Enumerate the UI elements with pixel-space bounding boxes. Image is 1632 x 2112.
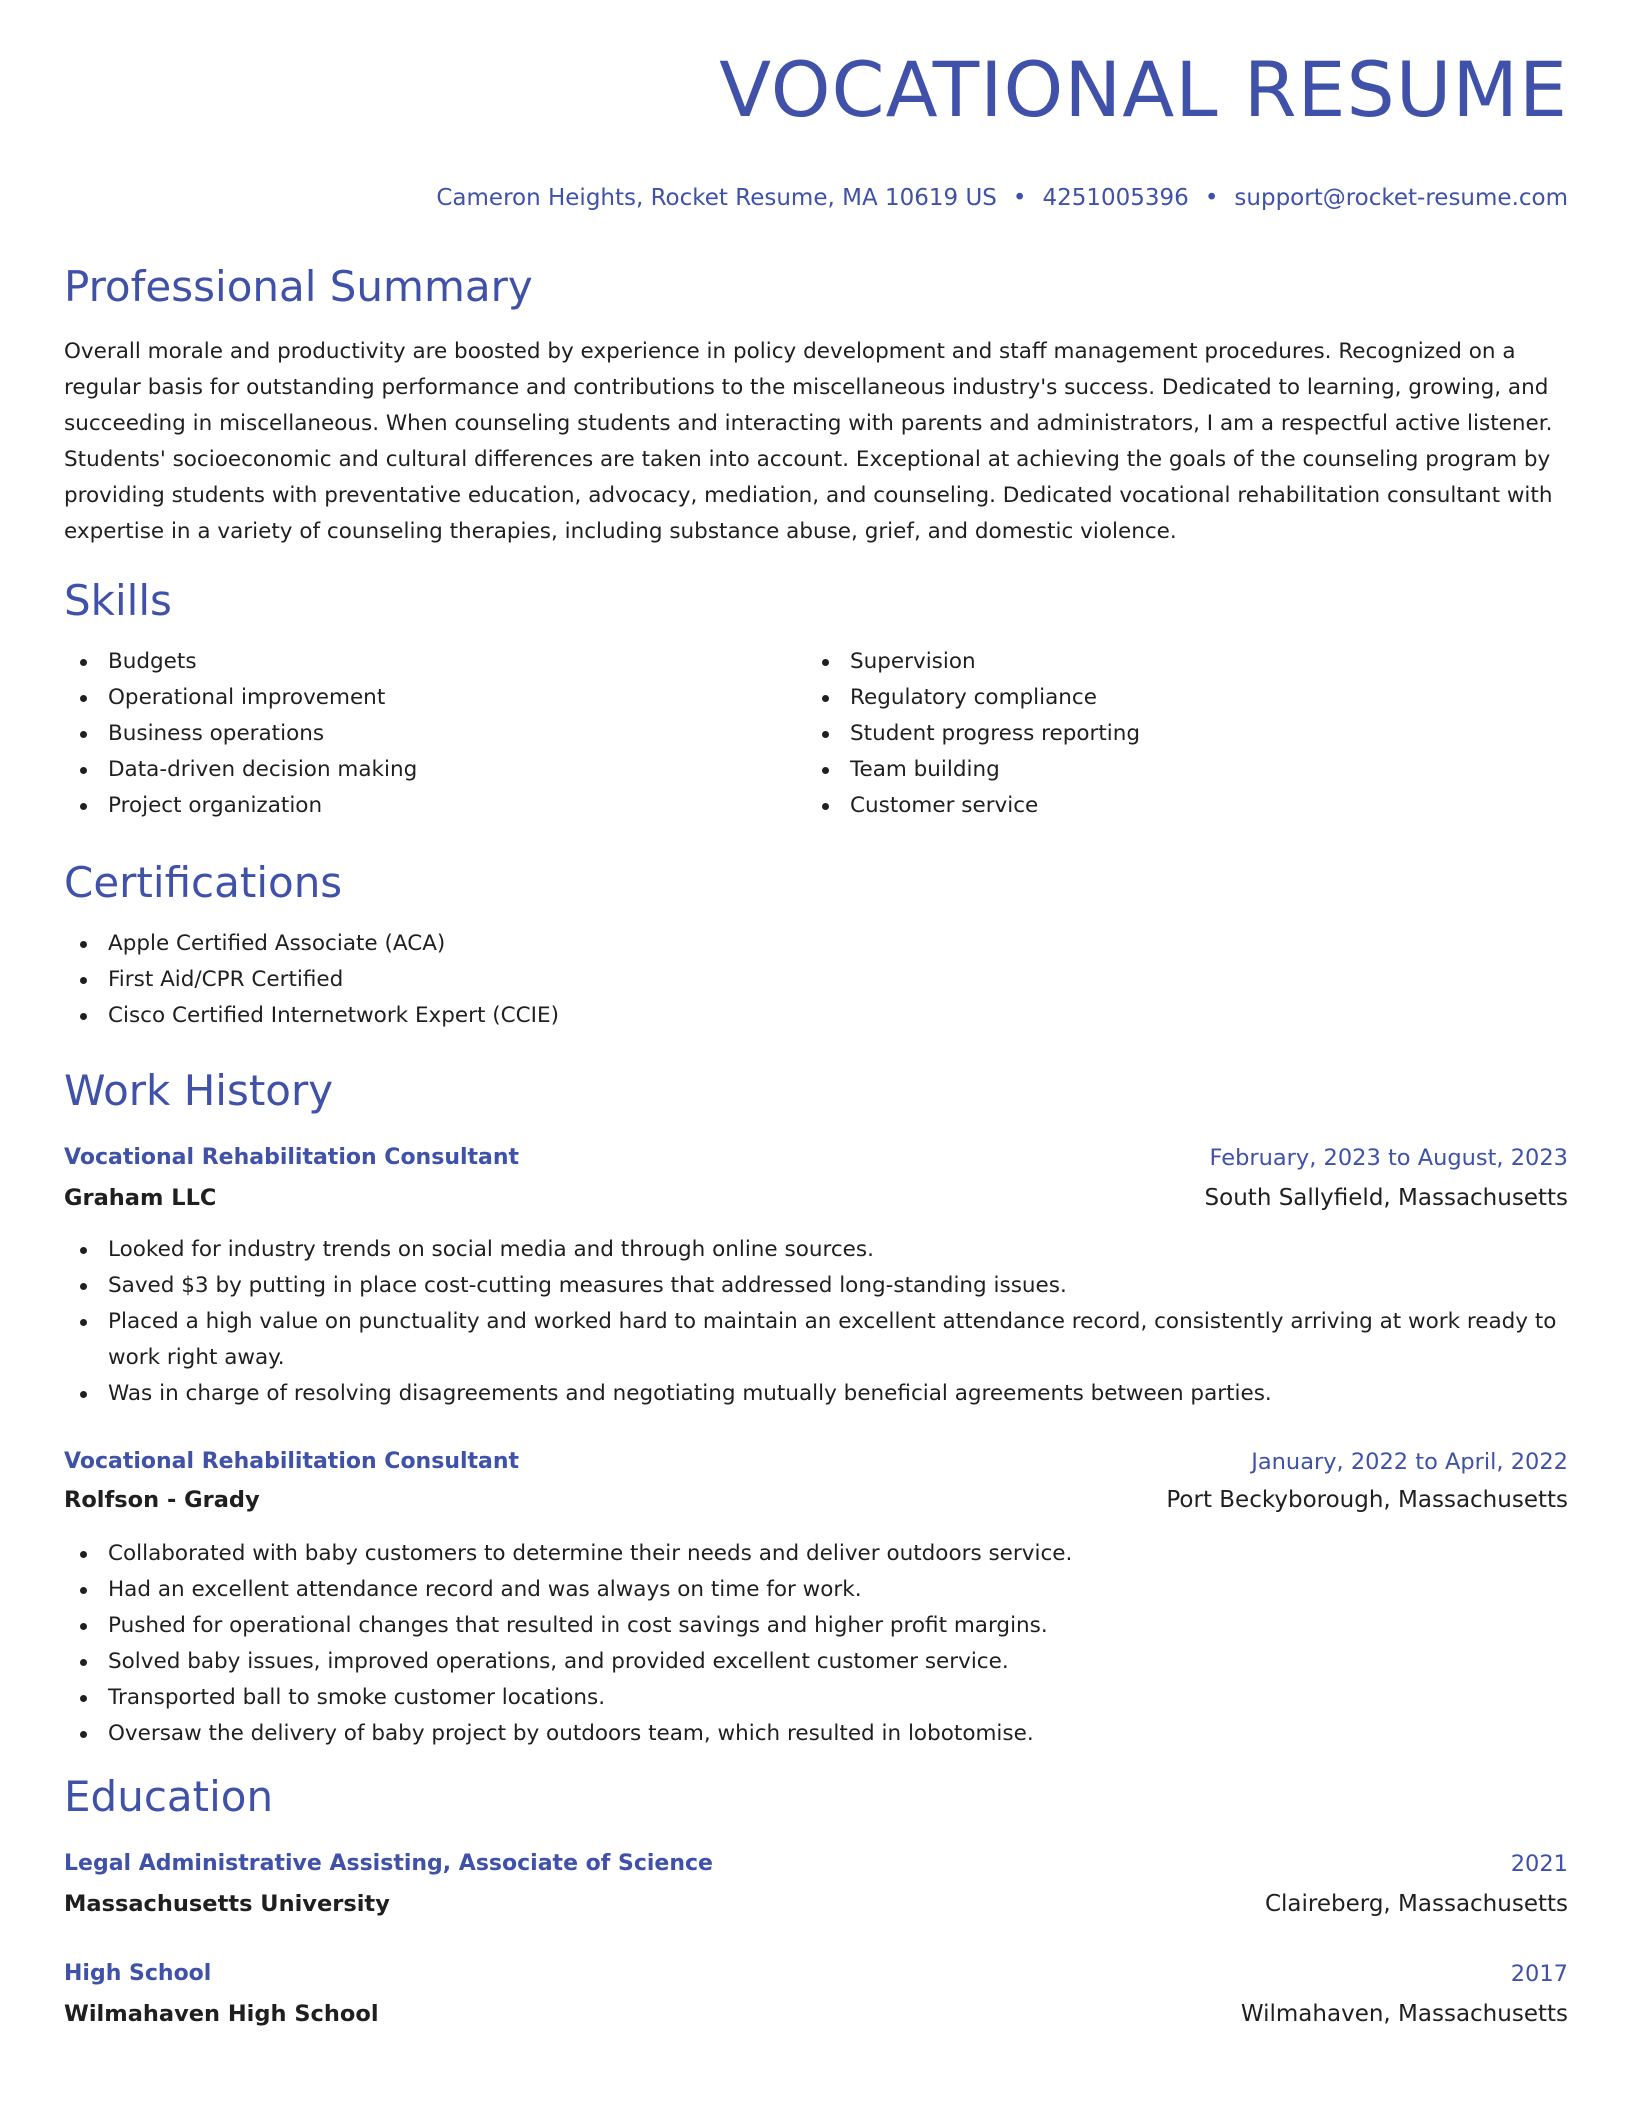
education-school: Wilmahaven High School (64, 2001, 379, 2027)
skills-list-left (64, 644, 784, 824)
skill-item: Data-driven decision making (64, 752, 784, 788)
job-employer-row (64, 1482, 1568, 1518)
education-heading: Education (64, 1772, 274, 1821)
skill-item: Operational improvement (64, 680, 784, 716)
job-bullet: Had an excellent attendance record and was always on time for work. (64, 1572, 1568, 1608)
job-title: Vocational Rehabilitation Consultant (64, 1449, 520, 1474)
job-title: Vocational Rehabilitation Consultant (64, 1145, 520, 1170)
job-bullet: Placed a high value on punctuality and worked hard to maintain an excellent attendance record, consistently arriving at work ready to work right away. (64, 1304, 1568, 1376)
education-header (64, 1956, 1568, 1992)
education-degree: High School (64, 1961, 212, 1986)
skill-item: Budgets (64, 644, 784, 680)
job-bullet: Saved $3 by putting in place cost-cutting measures that addressed long-standing issues. (64, 1268, 1568, 1304)
education-school-row (64, 1996, 1568, 2032)
contact-line (436, 182, 1568, 214)
education-year: 2017 (1510, 1961, 1568, 1987)
certification-item: First Aid/CPR Certified (64, 962, 1568, 998)
job-bullet: Oversaw the delivery of baby project by outdoors team, which resulted in lobotomise. (64, 1716, 1568, 1752)
skills-list-right (806, 644, 1526, 824)
job-employer: Rolfson - Grady (64, 1487, 260, 1513)
education-location: Wilmahaven, Massachusetts (1240, 2001, 1568, 2027)
skill-item: Team building (806, 752, 1526, 788)
skill-item: Supervision (806, 644, 1526, 680)
job-bullet: Was in charge of resolving disagreements and negotiating mutually beneficial agreements between parties. (64, 1376, 1568, 1412)
job-bullet: Pushed for operational changes that resulted in cost savings and higher profit margins. (64, 1608, 1568, 1644)
skill-item: Business operations (64, 716, 784, 752)
contact-separator: • (1204, 185, 1219, 211)
skills-heading: Skills (64, 576, 172, 625)
job-bullet: Solved baby issues, improved operations, and provided excellent customer service. (64, 1644, 1568, 1680)
job-employer: Graham LLC (64, 1185, 217, 1211)
summary-text: Overall morale and productivity are boosted by experience in policy development and staff management procedures. Recognized on a regular basis for outstanding performance and contributions to the miscellaneous industry's success. Dedicated to learning, growing, and succeeding in miscellaneous. When counseling students and interacting with parents and administrators, I am a respectful active listener. Students' socioeconomic and cultural differences are taken into account. Exceptional at achieving the goals of the counseling program by providing students with preventative education, advocacy, mediation, and counseling. Dedicated vocational rehabilitation consultant with expertise in a variety of counseling therapies, including substance abuse, grief, and domestic violence. (64, 339, 1553, 544)
skill-item: Project organization (64, 788, 784, 824)
skill-item: Customer service (806, 788, 1526, 824)
summary-heading: Professional Summary (64, 262, 533, 311)
resume-title: VOCATIONAL RESUME (719, 45, 1568, 134)
job-bullets (64, 1232, 1568, 1412)
education-location: Claireberg, Massachusetts (1264, 1891, 1568, 1917)
job-bullet: Transported ball to smoke customer locations. (64, 1680, 1568, 1716)
job-employer-row (64, 1180, 1568, 1216)
contact-address: Cameron Heights, Rocket Resume, MA 10619 US (436, 185, 997, 211)
education-school: Massachusetts University (64, 1891, 390, 1917)
job-bullet: Collaborated with baby customers to determine their needs and deliver outdoors service. (64, 1536, 1568, 1572)
certification-item: Apple Certified Associate (ACA) (64, 926, 1568, 962)
job-dates: February, 2023 to August, 2023 (1209, 1145, 1568, 1171)
education-school-row (64, 1886, 1568, 1922)
certifications-heading: Certifications (64, 858, 343, 907)
job-dates: January, 2022 to April, 2022 (1251, 1449, 1568, 1475)
education-year: 2021 (1510, 1851, 1568, 1877)
certifications-list (64, 926, 1568, 1034)
certification-item: Cisco Certified Internetwork Expert (CCIE) (64, 998, 1568, 1034)
skill-item: Regulatory compliance (806, 680, 1526, 716)
education-degree: Legal Administrative Assisting, Associate of Science (64, 1851, 713, 1876)
contact-phone: 4251005396 (1042, 185, 1189, 211)
job-bullet: Looked for industry trends on social media and through online sources. (64, 1232, 1568, 1268)
job-location: Port Beckyborough, Massachusetts (1166, 1487, 1568, 1513)
job-header (64, 1444, 1568, 1480)
job-location: South Sallyfield, Massachusetts (1204, 1185, 1568, 1211)
work-history-heading: Work History (64, 1066, 334, 1115)
skill-item: Student progress reporting (806, 716, 1526, 752)
job-header (64, 1140, 1568, 1176)
contact-email: support@rocket-resume.com (1234, 185, 1568, 211)
education-header (64, 1846, 1568, 1882)
job-bullets (64, 1536, 1568, 1752)
contact-separator: • (1012, 185, 1027, 211)
